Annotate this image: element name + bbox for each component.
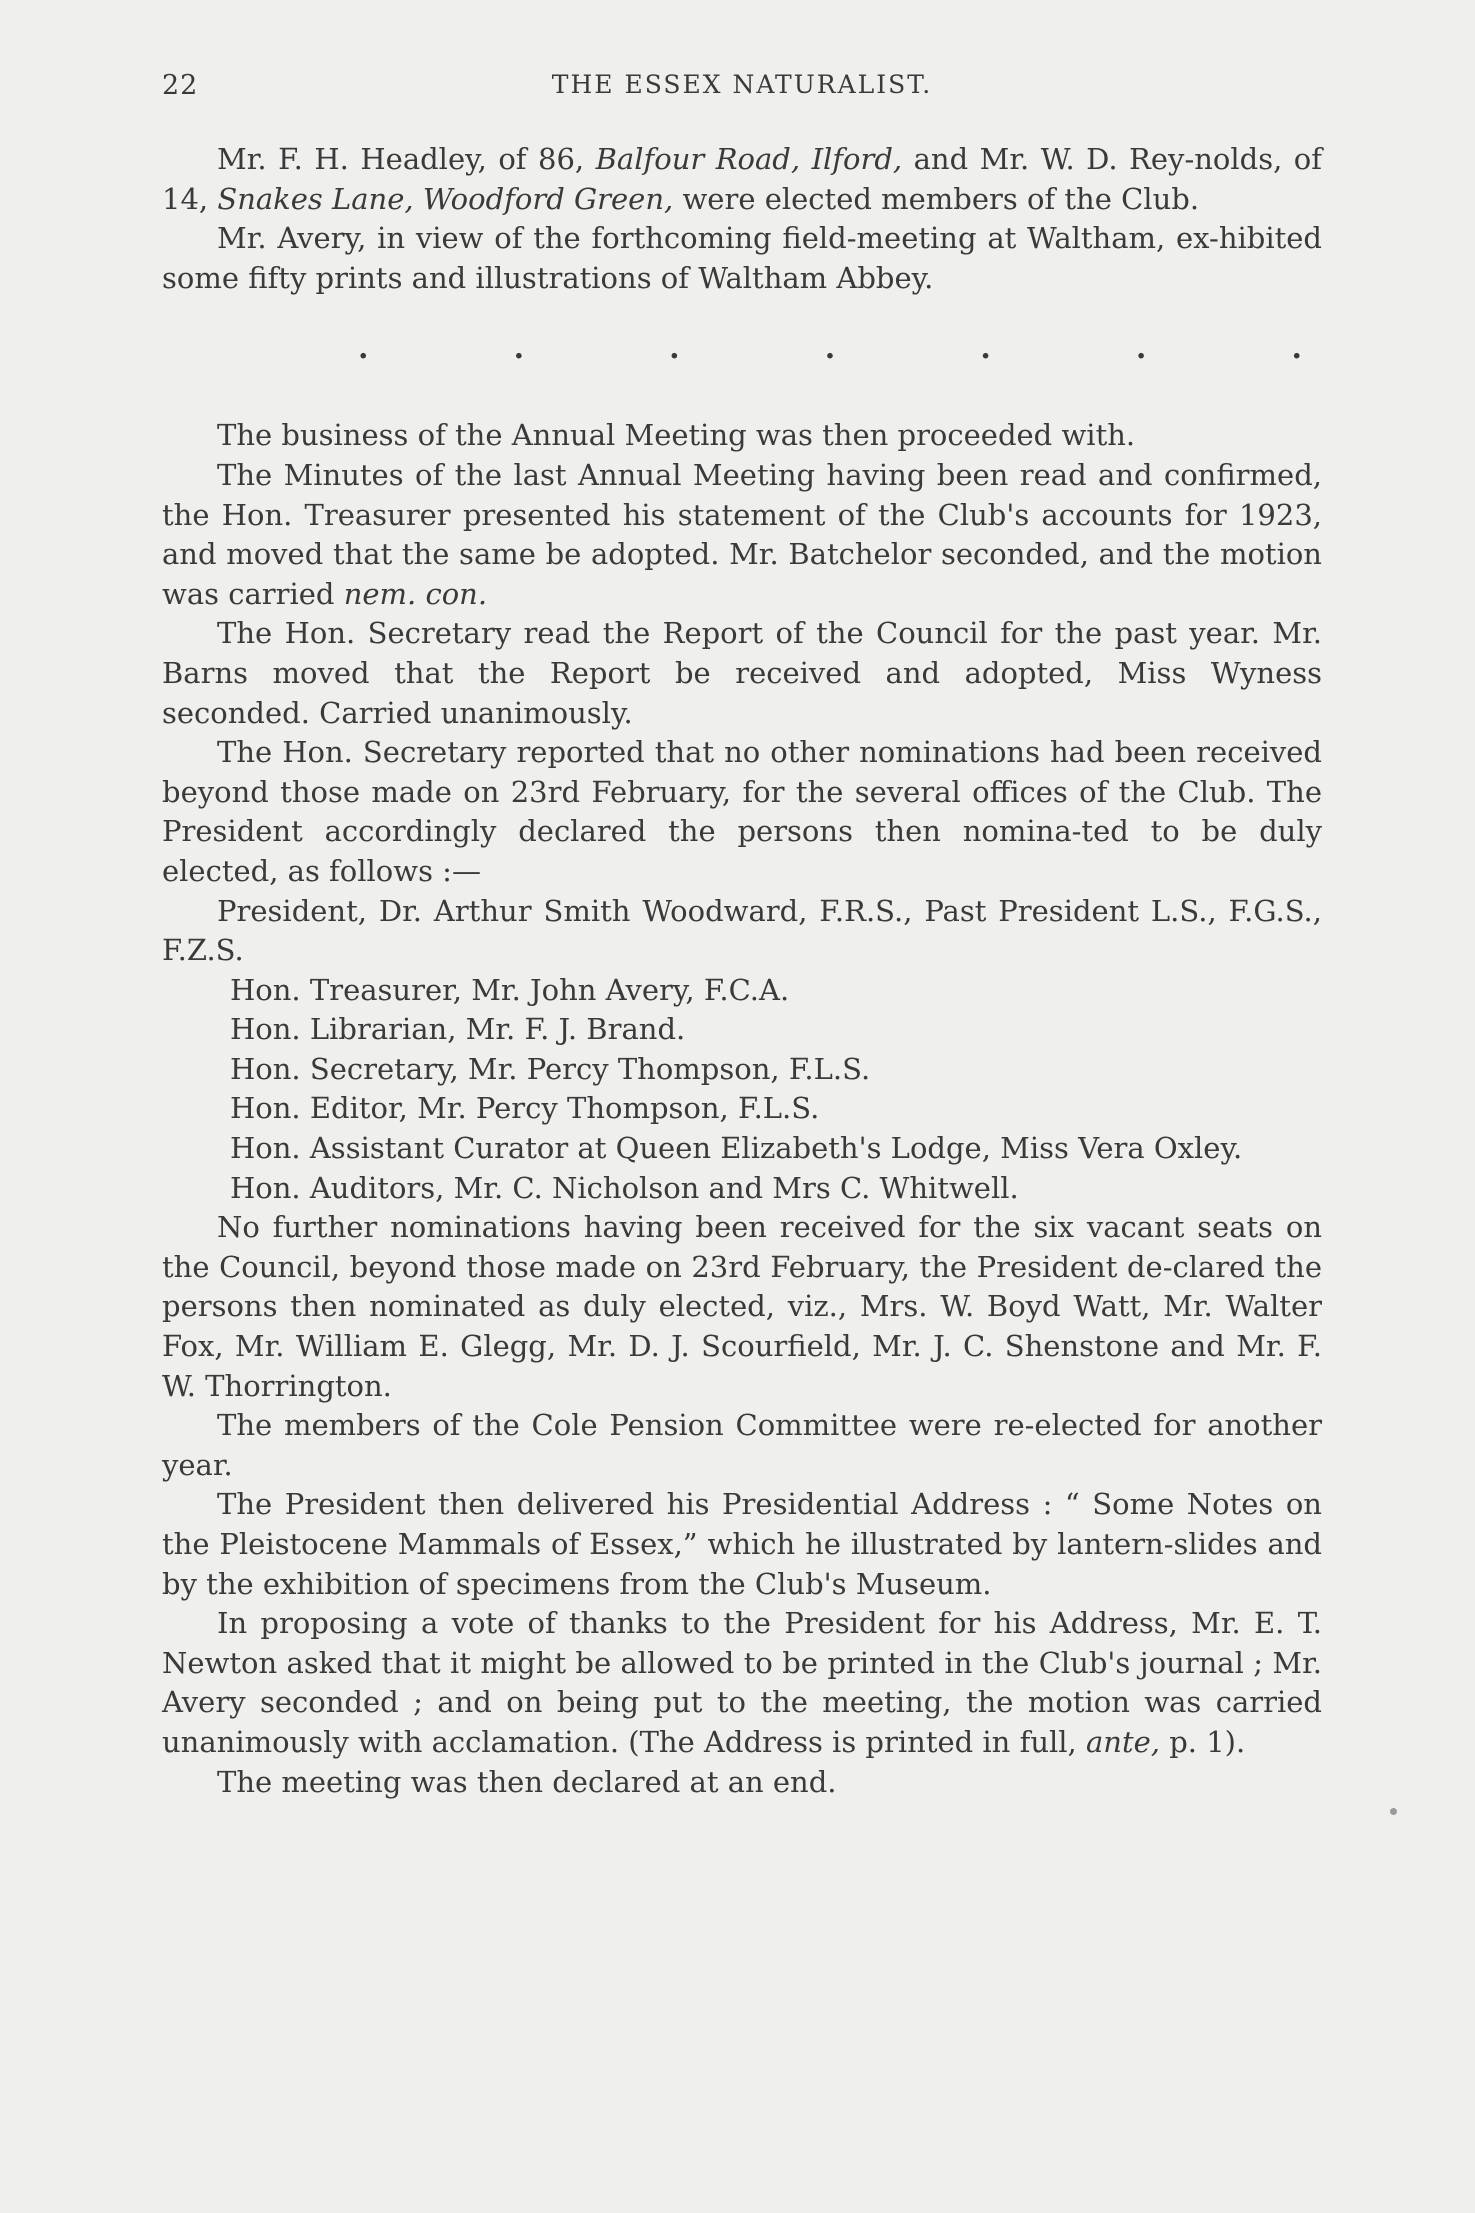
ellipsis-dot: . <box>358 330 369 366</box>
text-run: In proposing a vote of thanks to the President for his Address, Mr. E. T. Newton asked that it might be allowed to be printed in the Club's journal ; Mr. Avery seconded ; and on being put to the meeting, the motion was carried unanimously with acclamation. (The Address is printed in full, <box>162 1606 1322 1759</box>
paragraph <box>162 416 1322 456</box>
officer-line <box>162 1169 1322 1209</box>
text-run: Hon. Editor, Mr. Percy Thompson, F.L.S. <box>230 1091 820 1126</box>
ellipsis-dot: . <box>513 330 525 366</box>
text-run: The meeting was then declared at an end. <box>217 1764 837 1799</box>
officer-line <box>162 1089 1322 1129</box>
page-header <box>162 70 1322 110</box>
ellipsis-dot: . <box>1135 330 1147 366</box>
text-run: The business of the Annual Meeting was then proceeded with. <box>217 418 1136 453</box>
section-gap <box>162 398 1322 416</box>
ellipsis-dot: . <box>669 330 680 366</box>
text-run: Mr. Avery, in view of the forthcoming field-meeting at Waltham, ex-hibited some fifty prints and illustrations of Waltham Abbey. <box>162 221 1322 295</box>
text-run: The Hon. Secretary read the Report of the Council for the past year. Mr. Barns moved that the Report be received and adopted, Miss Wyness seconded. Carried unanimously. <box>162 616 1322 730</box>
italic-text: nem. con. <box>343 576 488 611</box>
document-body <box>162 140 1322 1802</box>
text-run: Hon. Librarian, Mr. F. J. Brand. <box>230 1012 686 1047</box>
italic-text: Snakes Lane, Woodford Green, <box>217 181 674 216</box>
ellipsis-dots <box>162 298 1322 398</box>
officer-line <box>162 1129 1322 1169</box>
paragraph <box>162 733 1322 891</box>
ellipsis-dot: . <box>1291 330 1302 366</box>
text-run: p. 1). <box>1160 1724 1246 1759</box>
text-run: The Hon. Secretary reported that no other nominations had been received beyond those made on 23rd February, for the several offices of the Club. The President accordingly declared the persons then nomina-ted to be duly elected, as follows :— <box>162 735 1322 888</box>
text-run: Hon. Auditors, Mr. C. Nicholson and Mrs C. Whitwell. <box>230 1170 1019 1205</box>
text-run: The Minutes of the last Annual Meeting having been read and confirmed, the Hon. Treasurer presented his statement of the Club's accounts for 1923, and moved that the same be adopted. Mr. Batchelor seconded, and the motion was carried <box>162 457 1322 611</box>
italic-text: Balfour Road, Ilford, <box>595 142 903 176</box>
text-run: The President then delivered his Presidential Address : “ Some Notes on the Pleistocene Mammals of Essex,” which he illustrated by lantern-slides and by the exhibition of specimens from the Club's Museum. <box>162 1487 1322 1601</box>
officer-line <box>162 971 1322 1011</box>
paragraph <box>162 1406 1322 1485</box>
paragraph <box>162 1485 1322 1604</box>
paragraph <box>162 219 1322 298</box>
text-run: and Mr. W. D. Rey-nolds, of 14, <box>162 142 1322 216</box>
running-title: THE ESSEX NATURALIST. <box>551 70 933 99</box>
text-run: No further nominations having been received for the six vacant seats on the Council, beyond those made on 23rd February, the President de-clared the persons then nominated as duly elected, viz., Mrs. W. Boyd Watt, Mr. Walter Fox, Mr. William E. Glegg, Mr. D. J. Scourfield, Mr. J. C. Shenstone and Mr. F. W. Thorrington. <box>162 1210 1322 1403</box>
paragraph <box>162 892 1322 971</box>
paragraph <box>162 140 1322 219</box>
paragraph <box>162 1604 1322 1762</box>
text-run: Hon. Treasurer, Mr. John Avery, F.C.A. <box>230 972 790 1007</box>
ellipsis-dot: . <box>980 330 991 366</box>
text-run: were elected members of the Club. <box>673 181 1200 216</box>
officer-line <box>162 1010 1322 1050</box>
ellipsis-dot: . <box>824 330 836 366</box>
paragraph <box>162 614 1322 733</box>
officer-line <box>162 1050 1322 1090</box>
text-run: Mr. F. H. Headley, of 86, <box>217 142 596 176</box>
text-run: Hon. Secretary, Mr. Percy Thompson, F.L.S. <box>230 1051 871 1086</box>
paper-speck <box>1390 1808 1397 1815</box>
paragraph <box>162 1208 1322 1406</box>
text-run: President, Dr. Arthur Smith Woodward, F.R.S., Past President L.S., F.G.S., F.Z.S. <box>162 893 1322 968</box>
page-number: 22 <box>162 70 199 101</box>
paragraph <box>162 1763 1322 1803</box>
text-run: Hon. Assistant Curator at Queen Elizabeth's Lodge, Miss Vera Oxley. <box>230 1131 1243 1166</box>
paragraph <box>162 456 1322 614</box>
italic-text: ante, <box>1085 1724 1160 1759</box>
text-run: The members of the Cole Pension Committee were re-elected for another year. <box>162 1408 1322 1482</box>
